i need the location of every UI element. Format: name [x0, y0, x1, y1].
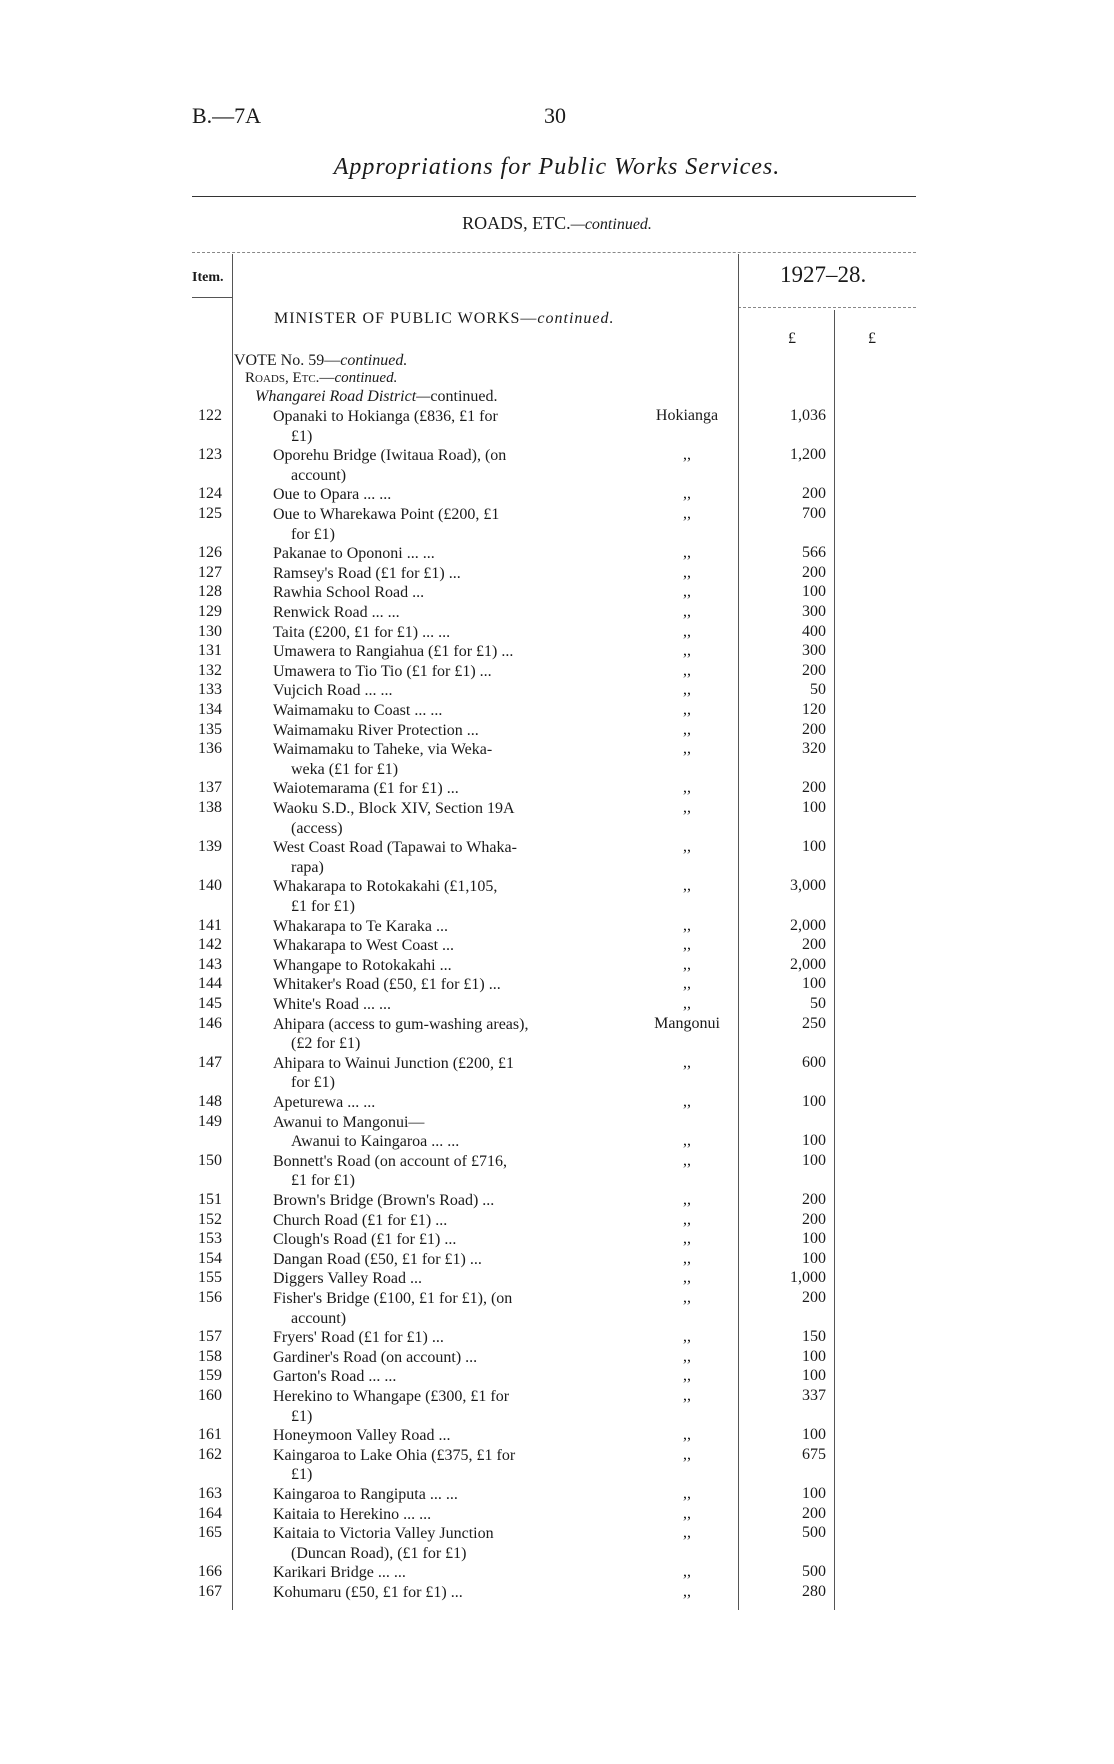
- district-name: ,,: [683, 1504, 691, 1522]
- district-name: ,,: [683, 1367, 691, 1385]
- description-line: Whakarapa to Rotokakahi (£1,105,: [273, 878, 498, 896]
- amount: 50: [810, 681, 826, 699]
- description-line: Fryers' Road (£1 for £1) ...: [273, 1329, 444, 1347]
- description-line: for £1): [291, 1074, 335, 1092]
- amount: 200: [802, 1289, 826, 1306]
- amount: 500: [802, 1563, 826, 1581]
- item-description: [273, 1328, 599, 1348]
- amount: 200: [802, 1504, 826, 1522]
- amount: 200: [802, 936, 826, 954]
- description-line: Opanaki to Hokianga (£836, £1 for: [273, 408, 498, 425]
- item-number: 123: [198, 446, 222, 464]
- amount: 100: [802, 838, 826, 856]
- item-description: [273, 956, 599, 976]
- description-line: Brown's Bridge (Brown's Road) ...: [273, 1192, 495, 1209]
- description-line: for £1): [291, 525, 335, 543]
- pound-header-1: £: [788, 330, 796, 347]
- district-name: ,,: [683, 1347, 691, 1365]
- item-column-header: Item.: [192, 270, 224, 285]
- item-number: 137: [198, 779, 222, 797]
- description-line: Waimamaku to Coast ... ...: [273, 702, 443, 719]
- description-line: Waiotemarama (£1 for £1) ...: [273, 780, 459, 798]
- item-description: [273, 779, 599, 799]
- amount: 100: [802, 1132, 826, 1150]
- district-name: ,,: [683, 1230, 691, 1248]
- item-number: 126: [198, 544, 222, 562]
- description-line: Diggers Valley Road ...: [273, 1270, 423, 1288]
- item-description: [273, 1113, 599, 1152]
- item-description: [273, 485, 599, 505]
- district-name: ,,: [683, 622, 691, 640]
- item-number: 167: [198, 1583, 222, 1600]
- item-number: 135: [198, 720, 222, 738]
- district-name: ,,: [683, 955, 691, 973]
- description-line: Church Road (£1 for £1) ...: [273, 1211, 448, 1229]
- description-line: Whakarapa to West Coast ...: [273, 937, 455, 955]
- amount: 200: [802, 563, 826, 581]
- item-number: 124: [198, 485, 222, 503]
- item-description: [273, 1054, 599, 1093]
- item-number: 122: [198, 407, 222, 424]
- item-description: [273, 407, 599, 446]
- amount: 566: [802, 544, 826, 562]
- item-number: 140: [198, 877, 222, 895]
- item-description: [273, 505, 599, 544]
- amount: 100: [802, 1426, 826, 1444]
- section-rule: [192, 252, 916, 253]
- description-line: Honeymoon Valley Road ...: [273, 1427, 451, 1445]
- amount: 100: [802, 1230, 826, 1248]
- description-line: Fisher's Bridge (£100, £1 for £1), (on: [273, 1290, 513, 1307]
- item-number: 156: [198, 1289, 222, 1306]
- item-number: 160: [198, 1387, 222, 1404]
- item-description: [273, 603, 599, 623]
- description-line: Kaitaia to Victoria Valley Junction: [273, 1525, 494, 1543]
- page-title: Appropriations for Public Works Services.: [333, 154, 781, 180]
- amount: 700: [802, 505, 826, 522]
- description-line: White's Road ... ...: [273, 996, 391, 1013]
- district-name: ,,: [683, 779, 691, 797]
- item-number: 146: [198, 1014, 222, 1032]
- item-number: 152: [198, 1210, 222, 1228]
- description-line: Clough's Road (£1 for £1) ...: [273, 1231, 457, 1249]
- item-description: [273, 642, 599, 662]
- item-number: 162: [198, 1445, 222, 1463]
- item-number: 157: [198, 1328, 222, 1346]
- item-number: 165: [198, 1524, 222, 1542]
- item-number: 166: [198, 1563, 222, 1581]
- item-number: 131: [198, 642, 222, 660]
- item-description: [273, 623, 599, 643]
- item-number: 128: [198, 583, 222, 601]
- item-number: 151: [198, 1191, 222, 1208]
- description-line: £1): [291, 1407, 313, 1425]
- district-name: ,,: [683, 661, 691, 679]
- item-description: [273, 446, 599, 485]
- district-name: ,,: [683, 544, 691, 562]
- description-line: Herekino to Whangape (£300, £1 for: [273, 1388, 510, 1405]
- item-number: 145: [198, 995, 222, 1012]
- district-name: ,,: [683, 1053, 691, 1071]
- district-name: ,,: [683, 485, 691, 503]
- district-name: ,,: [683, 1426, 691, 1444]
- amount: 1,036: [790, 407, 826, 424]
- district-name: Hokianga: [655, 407, 719, 424]
- item-description: [273, 1563, 599, 1583]
- item-number: 144: [198, 975, 222, 993]
- page-number: 30: [544, 103, 566, 128]
- amount: 100: [802, 799, 826, 816]
- description-line: Ahipara (access to gum-washing areas),: [273, 1015, 529, 1033]
- item-number: 153: [198, 1230, 222, 1248]
- item-description: [273, 936, 599, 956]
- description-line: (access): [291, 819, 343, 837]
- roads-subheading: Roads, Etc.—continued.: [245, 370, 398, 386]
- description-line: Kaitaia to Herekino ... ...: [273, 1505, 432, 1523]
- amount: 200: [802, 661, 826, 679]
- district-name: ,,: [683, 1093, 691, 1110]
- item-number: 141: [198, 916, 222, 934]
- district-name: ,,: [683, 1583, 691, 1600]
- description-line: account): [291, 466, 347, 484]
- item-description: [273, 701, 599, 721]
- amount: 200: [802, 779, 826, 797]
- item-description: [273, 1015, 599, 1054]
- item-description: [273, 799, 599, 838]
- description-line: Apeturewa ... ...: [273, 1094, 376, 1111]
- amount: 300: [802, 642, 826, 660]
- district-name: ,,: [683, 916, 691, 934]
- amount: 300: [802, 603, 826, 620]
- item-description: [273, 1485, 599, 1505]
- item-number: 139: [198, 838, 222, 856]
- amount: 500: [802, 1524, 826, 1542]
- description-line: Whitaker's Road (£50, £1 for £1) ...: [273, 976, 501, 994]
- description-line: (£2 for £1): [291, 1035, 361, 1053]
- year-header: 1927–28.: [780, 262, 867, 287]
- amount: 120: [802, 701, 826, 718]
- item-description: [273, 1269, 599, 1289]
- amount: 100: [802, 975, 826, 993]
- item-description: [273, 564, 599, 584]
- item-number: 132: [198, 661, 222, 679]
- district-name: ,,: [683, 720, 691, 738]
- item-description: [273, 1348, 599, 1368]
- district-name: ,,: [683, 740, 691, 758]
- item-description: [273, 1505, 599, 1525]
- item-description: [273, 1211, 599, 1231]
- amount: 50: [810, 995, 826, 1012]
- district-name: ,,: [683, 1485, 691, 1502]
- description-line: Pakanae to Opononi ... ...: [273, 545, 435, 563]
- district-name: ,,: [683, 1132, 691, 1150]
- item-description: [273, 740, 599, 779]
- column-divider-district: [738, 254, 739, 1610]
- amount: 2,000: [790, 916, 826, 934]
- item-number: 150: [198, 1151, 222, 1169]
- description-line: Ramsey's Road (£1 for £1) ...: [273, 564, 461, 582]
- amount: 100: [802, 583, 826, 601]
- amount: 100: [802, 1249, 826, 1267]
- amount: 100: [802, 1151, 826, 1169]
- item-description: [273, 1191, 599, 1211]
- item-number: 163: [198, 1485, 222, 1502]
- district-name: ,,: [683, 1328, 691, 1346]
- district-name: ,,: [683, 1445, 691, 1463]
- item-description: [273, 1583, 599, 1603]
- item-description: [273, 721, 599, 741]
- district-name: ,,: [683, 1151, 691, 1169]
- description-line: Waimamaku to Taheke, via Weka-: [273, 741, 493, 759]
- district-name: ,,: [683, 1387, 691, 1404]
- district-subheading: Whangarei Road District—continued.: [255, 388, 498, 405]
- item-description: [273, 681, 599, 701]
- item-number: 158: [198, 1347, 222, 1365]
- item-number: 147: [198, 1053, 222, 1071]
- description-line: West Coast Road (Tapawai to Whaka-: [273, 839, 517, 857]
- item-description: [273, 662, 599, 682]
- description-line: weka (£1 for £1): [291, 760, 399, 778]
- amount: 1,000: [790, 1269, 826, 1287]
- item-number: 155: [198, 1269, 222, 1287]
- district-name: ,,: [683, 446, 691, 464]
- minister-heading: MINISTER OF PUBLIC WORKS—continued.: [274, 310, 615, 327]
- item-number: 138: [198, 799, 222, 816]
- amount: 675: [802, 1445, 826, 1463]
- column-divider-item: [232, 254, 233, 1610]
- item-number: 134: [198, 701, 222, 718]
- district-name: ,,: [683, 936, 691, 954]
- description-line: £1 for £1): [291, 897, 355, 915]
- district-name: ,,: [683, 1524, 691, 1542]
- item-description: [273, 1387, 599, 1426]
- district-name: ,,: [683, 1563, 691, 1581]
- district-name: ,,: [683, 681, 691, 699]
- amount: 200: [802, 720, 826, 738]
- description-line: Renwick Road ... ...: [273, 604, 400, 621]
- description-line: (Duncan Road), (£1 for £1): [291, 1544, 467, 1562]
- district-name: ,,: [683, 603, 691, 620]
- item-number: 127: [198, 563, 222, 581]
- description-line: Taita (£200, £1 for £1) ... ...: [273, 623, 451, 641]
- amount: 1,200: [790, 446, 826, 464]
- description-line: Kaingaroa to Rangiputa ... ...: [273, 1486, 458, 1503]
- page-code: B.—7A: [192, 103, 262, 128]
- description-line: £1 for £1): [291, 1172, 355, 1190]
- description-line: Dangan Road (£50, £1 for £1) ...: [273, 1250, 482, 1268]
- description-line: Waimamaku River Protection ...: [273, 721, 479, 739]
- amount: 100: [802, 1367, 826, 1385]
- district-name: ,,: [683, 505, 691, 522]
- item-description: [273, 877, 599, 916]
- district-name: ,,: [683, 583, 691, 601]
- district-name: ,,: [683, 838, 691, 856]
- description-line: Ahipara to Wainui Junction (£200, £1: [273, 1054, 515, 1072]
- description-line: Gardiner's Road (on account) ...: [273, 1348, 478, 1366]
- pound-header-2: £: [868, 330, 876, 347]
- description-line: £1): [291, 427, 313, 445]
- item-description: [273, 995, 599, 1015]
- item-number: 148: [198, 1093, 222, 1110]
- amount: 200: [802, 1191, 826, 1208]
- item-number: 133: [198, 681, 222, 699]
- amount: 337: [802, 1387, 826, 1404]
- description-line: Waoku S.D., Block XIV, Section 19A: [273, 800, 515, 817]
- description-line: Oue to Opara ... ...: [273, 486, 392, 504]
- description-line: Awanui to Mangonui—: [273, 1113, 425, 1131]
- column-divider-amount: [834, 310, 835, 1610]
- item-description: [273, 1230, 599, 1250]
- district-name: ,,: [683, 995, 691, 1012]
- year-underline: [738, 307, 916, 308]
- description-line: Awanui to Kaingaroa ... ...: [291, 1133, 460, 1151]
- description-line: £1): [291, 1466, 313, 1484]
- description-line: Karikari Bridge ... ...: [273, 1564, 406, 1582]
- amount: 2,000: [790, 955, 826, 973]
- item-number: 149: [198, 1112, 222, 1130]
- item-number: 143: [198, 955, 222, 973]
- amount: 100: [802, 1347, 826, 1365]
- district-name: ,,: [683, 975, 691, 993]
- item-description: [273, 544, 599, 564]
- district-name: ,,: [683, 1269, 691, 1287]
- description-line: Kaingaroa to Lake Ohia (£375, £1 for: [273, 1446, 516, 1464]
- district-name: ,,: [683, 1191, 691, 1208]
- item-description: [273, 1446, 599, 1485]
- amount: 320: [802, 740, 826, 758]
- item-description: [273, 583, 599, 603]
- item-number: 164: [198, 1504, 222, 1522]
- amount: 250: [802, 1014, 826, 1032]
- district-name: Mangonui: [654, 1014, 720, 1032]
- district-name: ,,: [683, 1249, 691, 1267]
- description-line: Umawera to Tio Tio (£1 for £1) ...: [273, 662, 492, 680]
- amount: 600: [802, 1053, 826, 1071]
- item-description: [273, 1250, 599, 1270]
- item-number: 125: [198, 505, 222, 522]
- item-description: [273, 1426, 599, 1446]
- amount: 400: [802, 622, 826, 640]
- district-name: ,,: [683, 563, 691, 581]
- amount: 200: [802, 485, 826, 503]
- district-name: ,,: [683, 877, 691, 895]
- district-name: ,,: [683, 799, 691, 816]
- item-header-underline: [192, 297, 232, 298]
- amount: 100: [802, 1485, 826, 1502]
- description-line: Kohumaru (£50, £1 for £1) ...: [273, 1584, 463, 1601]
- item-description: [273, 917, 599, 937]
- description-line: Oue to Wharekawa Point (£200, £1: [273, 506, 500, 523]
- item-number: 142: [198, 936, 222, 954]
- description-line: rapa): [291, 858, 324, 876]
- description-line: Umawera to Rangiahua (£1 for £1) ...: [273, 643, 514, 661]
- item-description: [273, 838, 599, 877]
- description-line: Oporehu Bridge (Iwitaua Road), (on: [273, 447, 507, 465]
- vote-heading: VOTE No. 59—continued.: [234, 352, 408, 369]
- item-description: [273, 1093, 599, 1113]
- amount: 150: [802, 1328, 826, 1346]
- section-heading: ROADS, ETC.—continued.: [462, 213, 652, 233]
- item-description: [273, 1152, 599, 1191]
- description-line: Rawhia School Road ...: [273, 584, 425, 602]
- description-line: Garton's Road ... ...: [273, 1368, 397, 1386]
- item-number: 161: [198, 1426, 222, 1444]
- amount: 200: [802, 1210, 826, 1228]
- amount: 100: [802, 1093, 826, 1110]
- item-number: 130: [198, 622, 222, 640]
- item-description: [273, 1524, 599, 1563]
- item-number: 159: [198, 1367, 222, 1385]
- item-description: [273, 975, 599, 995]
- item-number: 154: [198, 1249, 222, 1267]
- description-line: Vujcich Road ... ...: [273, 682, 393, 700]
- district-name: ,,: [683, 701, 691, 718]
- item-number: 136: [198, 740, 222, 758]
- item-number: 129: [198, 603, 222, 620]
- description-line: account): [291, 1309, 347, 1327]
- amount: 280: [802, 1583, 826, 1600]
- item-description: [273, 1289, 599, 1328]
- district-name: ,,: [683, 1289, 691, 1306]
- description-line: Bonnett's Road (on account of £716,: [273, 1152, 507, 1170]
- district-name: ,,: [683, 642, 691, 660]
- title-rule: [192, 196, 916, 197]
- description-line: Whakarapa to Te Karaka ...: [273, 917, 448, 935]
- amount: 3,000: [790, 877, 826, 895]
- item-description: [273, 1367, 599, 1387]
- district-name: ,,: [683, 1210, 691, 1228]
- description-line: Whangape to Rotokakahi ...: [273, 956, 452, 974]
